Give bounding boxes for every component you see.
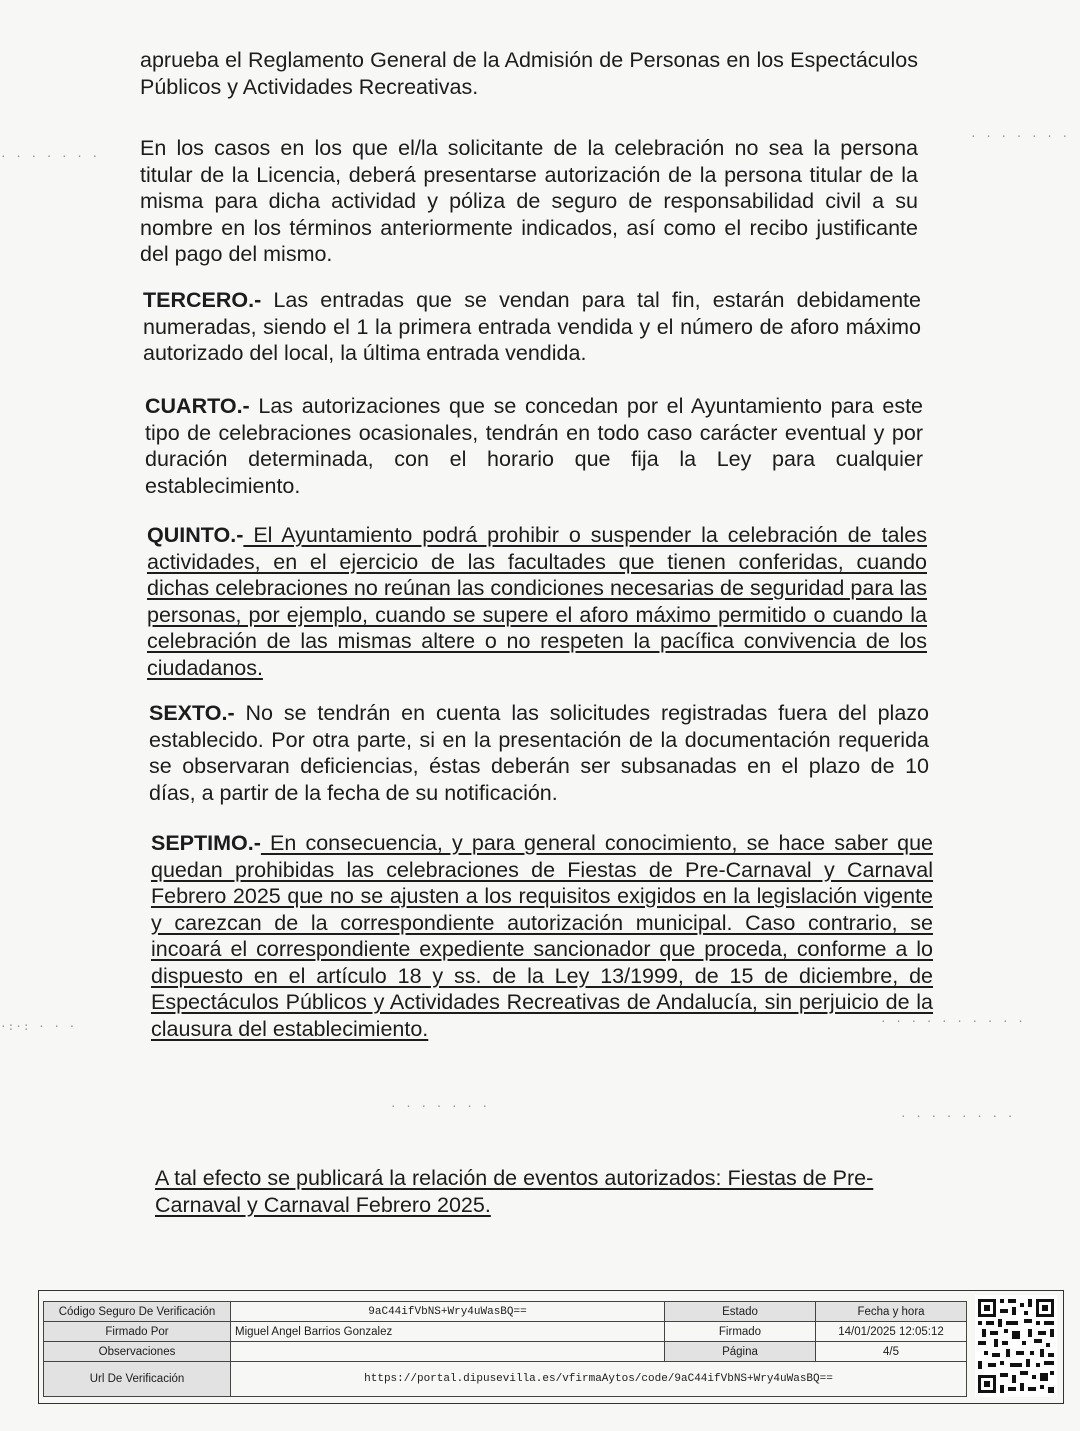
observaciones-label: Observaciones [44,1342,231,1362]
clause-text: El Ayuntamiento podrá prohibir o suspender la celebración de tales actividades, en el ejercicio de las facultades que tienen conferidas, cuando dichas celebraciones no reúnan las condiciones necesarias de seguridad para las personas, por ejemplo, cuando se supere el aforo máximo permitido o cuando la celebración de las mismas altere o no respeten la pacífica convivencia de los ciudadanos. [147,523,927,680]
scan-noise: · · · · · · · · [900,1110,1015,1123]
observaciones-value [231,1342,665,1362]
scan-noise: · · · · · · · [0,150,100,163]
pagina-value: 4/5 [816,1342,967,1362]
url-value[interactable]: https://portal.dipusevilla.es/vfirmaAytos/code/9aC44ifVbNS+Wry4uWasBQ== [231,1362,967,1397]
clause-text: Las autorizaciones que se concedan por el Ayuntamiento para este tipo de celebraciones ocasionales, tendrán en todo caso carácter eventual y por duración determinada, con el horario que fija la Ley para cualquier establecimiento. [145,394,923,498]
verification-box [38,1290,1064,1404]
clause-tercero [143,287,921,367]
paragraph-final: A tal efecto se publicará la relación de eventos autorizados: Fiestas de Pre-Carnaval y Carnaval Febrero 2025. [155,1166,874,1217]
clause-septimo [151,830,933,1042]
clause-quinto [147,522,927,681]
pagina-label: Página [665,1342,816,1362]
paragraph-solicitante: En los casos en los que el/la solicitante de la celebración no sea la persona titular de la Licencia, deberá presentarse autorización de la persona titular de la misma para dicha actividad y póliza de seguro de responsabilidad civil a su nombre en los términos anteriormente indicados, así como el recibo justificante del pago del mismo. [140,136,918,266]
estado-value: Firmado [665,1322,816,1342]
verification-table [43,1301,967,1397]
scan-noise: · · · · · · · [970,130,1070,143]
scan-noise: · · · · · · · [390,1100,490,1113]
clause-label: SEPTIMO.- [151,831,261,855]
firmado-por-label: Firmado Por [44,1322,231,1342]
fecha-label: Fecha y hora [816,1302,967,1322]
clause-text: Las entradas que se vendan para tal fin, estarán debidamente numeradas, siendo el 1 la primera entrada vendida y el número de aforo máximo autorizado del local, la última entrada vendida. [143,288,921,365]
fecha-value: 14/01/2025 12:05:12 [816,1322,967,1342]
clause-label: TERCERO.- [143,288,262,312]
estado-label: Estado [665,1302,816,1322]
clause-text: No se tendrán en cuenta las solicitudes registradas fuera del plazo establecido. Por otra parte, si en la presentación de la documentación requerida se observaran deficiencias, éstas deberán ser subsanadas en el plazo de 10 días, a partir de la fecha de su notificación. [149,701,929,805]
clause-label: SEXTO.- [149,701,235,725]
firmado-por-value: Miguel Angel Barrios Gonzalez [231,1322,665,1342]
csv-label: Código Seguro De Verificación [44,1302,231,1322]
clause-label: QUINTO.- [147,523,244,547]
qr-code-icon [975,1295,1057,1397]
scan-noise: ·:·: · · · [0,1020,77,1033]
url-label: Url De Verificación [44,1362,231,1397]
clause-cuarto [145,393,923,499]
clause-label: CUARTO.- [145,394,250,418]
csv-value: 9aC44ifVbNS+Wry4uWasBQ== [231,1302,665,1322]
clause-text: En consecuencia, y para general conocimiento, se hace saber que quedan prohibidas las celebraciones de Fiestas de Pre-Carnaval y Carnaval Febrero 2025 que no se ajusten a los requisitos exigidos en la legislación vigente y carezcan de la correspondiente autorización municipal. Caso contrario, se incoará el correspondiente expediente sancionador que proceda, conforme a lo dispuesto en el artículo 18 y ss. de la Ley 13/1999, de 15 de diciembre, de Espectáculos Públicos y Actividades Recreativas de Andalucía, sin perjuicio de la clausura del establecimiento. [151,831,933,1041]
paragraph-intro: aprueba el Reglamento General de la Admisión de Personas en los Espectáculos Públicos y Actividades Recreativas. [140,48,918,99]
scan-noise: · · · · · · · · · · [880,1015,1025,1028]
clause-sexto [149,700,929,806]
